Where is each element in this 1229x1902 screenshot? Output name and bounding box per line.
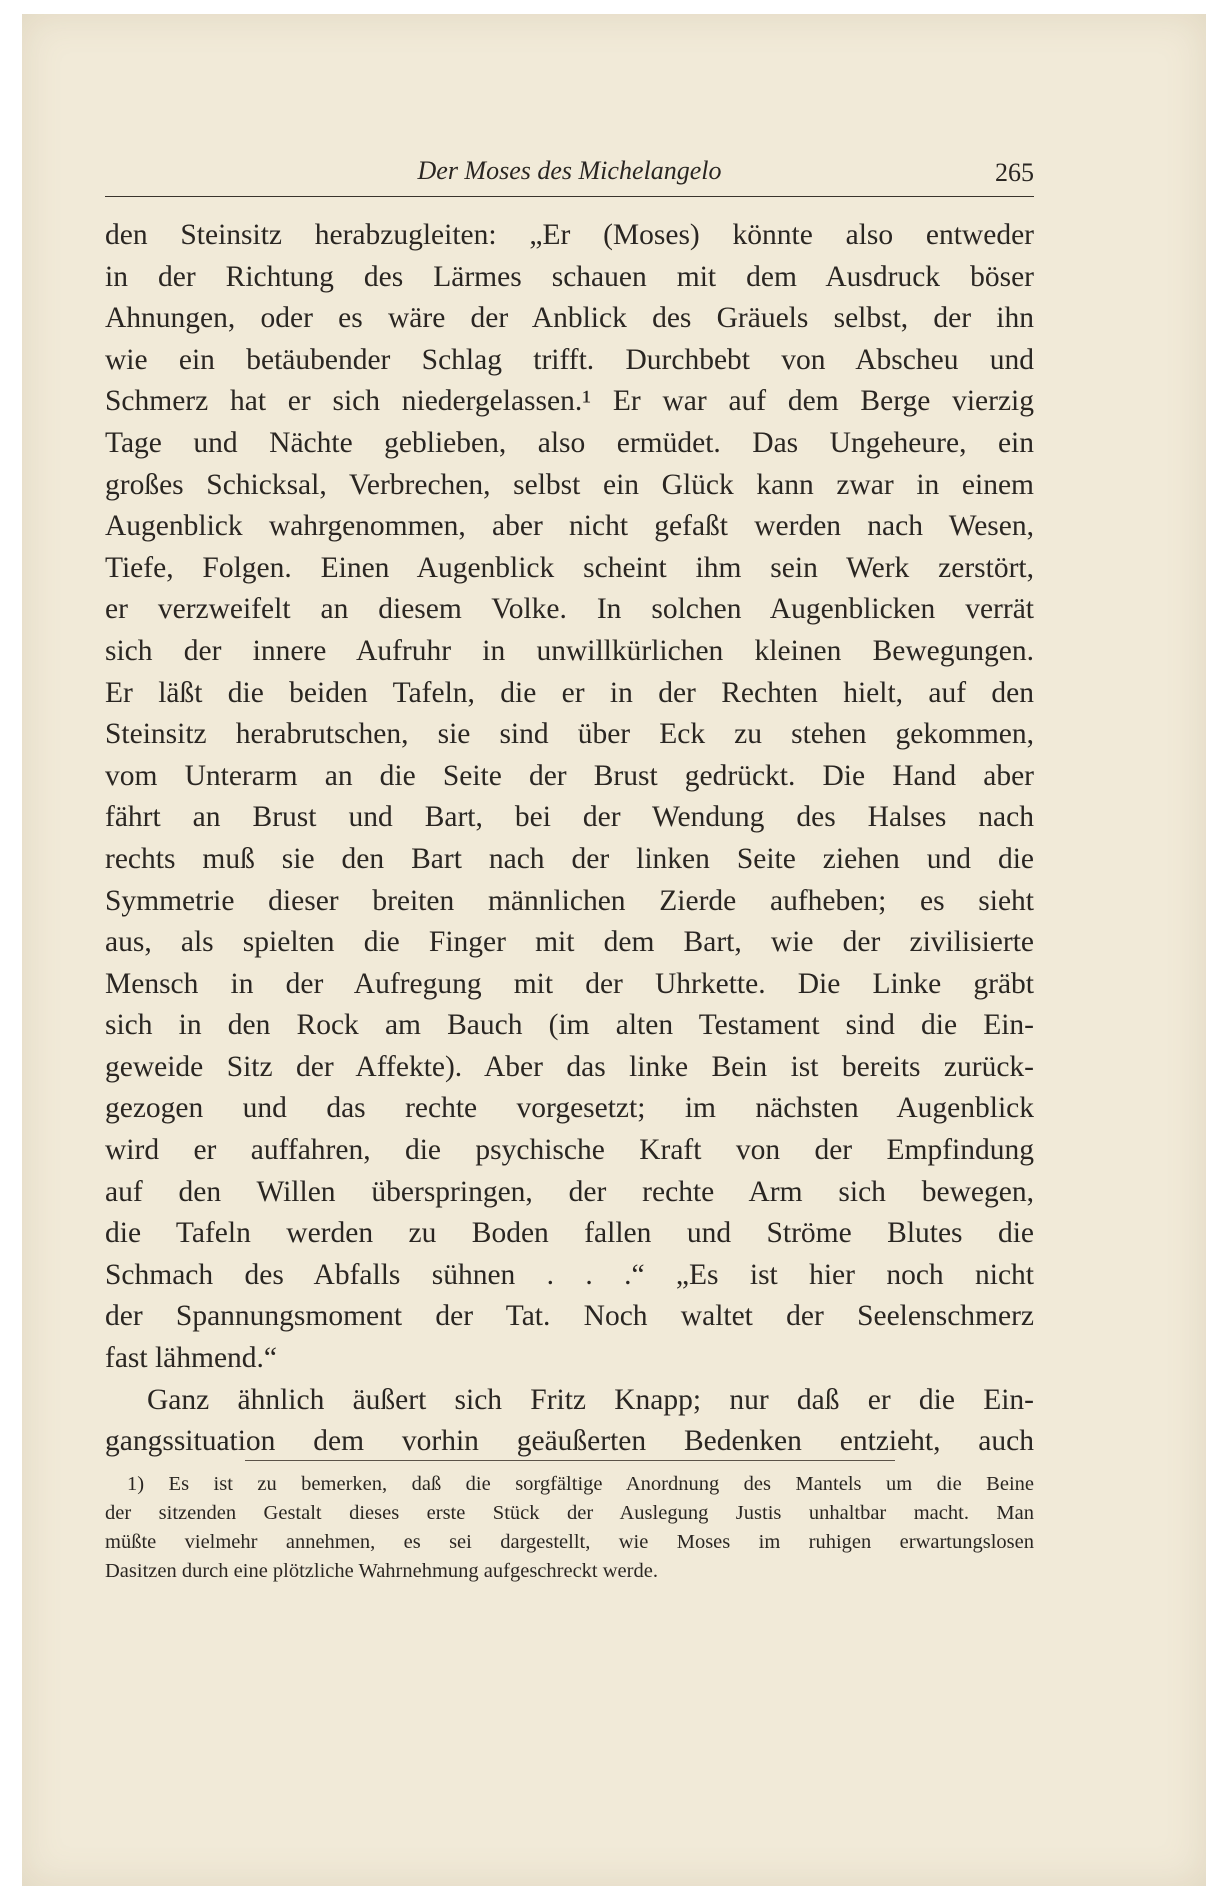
- text-line: Er läßt die beiden Tafeln, die er in der Rechten hielt, auf den: [105, 676, 1034, 709]
- footnote-line: Dasitzen durch eine plötzliche Wahrnehmung aufgeschreckt werde.: [105, 1560, 658, 1582]
- footnote-rule: [245, 1460, 895, 1461]
- text-line: Tage und Nächte geblieben, also ermüdet. Das Ungeheure, ein: [105, 426, 1034, 459]
- text-line: in der Richtung des Lärmes schauen mit dem Ausdruck böser: [105, 260, 1034, 293]
- body-text: [105, 215, 1034, 1463]
- text-line: Augenblick wahrgenommen, aber nicht gefaßt werden nach Wesen,: [105, 510, 1034, 543]
- text-line: fast lähmend.“: [105, 1342, 278, 1375]
- text-line: Schmerz hat er sich niedergelassen.¹ Er war auf dem Berge vierzig: [105, 385, 1034, 418]
- text-line: rechts muß sie den Bart nach der linken Seite ziehen und die: [105, 842, 1034, 875]
- footnote-line: müßte vielmehr annehmen, es sei dargestellt, wie Moses im ruhigen erwartungslosen: [105, 1531, 1034, 1553]
- text-line: Ahnungen, oder es wäre der Anblick des Gräuels selbst, der ihn: [105, 302, 1034, 335]
- running-header: [105, 152, 1034, 196]
- text-line: Mensch in der Aufregung mit der Uhrkette. Die Linke gräbt: [105, 967, 1034, 1000]
- text-line: wird er auffahren, die psychische Kraft von der Empfindung: [105, 1134, 1034, 1167]
- text-line: sich in den Rock am Bauch (im alten Testament sind die Ein-: [105, 1009, 1034, 1042]
- footnote-line: der sitzenden Gestalt dieses erste Stück der Auslegung Justis unhaltbar macht. Man: [105, 1502, 1034, 1524]
- text-line: aus, als spielten die Finger mit dem Bart, wie der zivilisierte: [105, 926, 1034, 959]
- footnote-line: 1) Es ist zu bemerken, daß die sorgfältige Anordnung des Mantels um die Beine: [127, 1473, 1034, 1495]
- footnotes: [105, 1470, 1034, 1586]
- text-line: Steinsitz herabrutschen, sie sind über Eck zu stehen gekommen,: [105, 718, 1034, 751]
- text-line: großes Schicksal, Verbrechen, selbst ein Glück kann zwar in einem: [105, 468, 1034, 501]
- page-number: 265: [995, 158, 1034, 187]
- text-line: fährt an Brust und Bart, bei der Wendung des Halses nach: [105, 801, 1034, 834]
- text-line: gezogen und das rechte vorgesetzt; im nächsten Augenblick: [105, 1092, 1034, 1125]
- text-line: Ganz ähnlich äußert sich Fritz Knapp; nur daß er die Ein-: [147, 1383, 1034, 1416]
- text-line: geweide Sitz der Affekte). Aber das linke Bein ist bereits zurück-: [105, 1050, 1034, 1083]
- text-line: auf den Willen überspringen, der rechte Arm sich bewegen,: [105, 1175, 1034, 1208]
- text-line: Schmach des Abfalls sühnen . . .“ „Es ist hier noch nicht: [105, 1258, 1034, 1291]
- text-line: er verzweifelt an diesem Volke. In solchen Augenblicken verrät: [105, 593, 1034, 626]
- header-rule: [105, 196, 1034, 197]
- text-line: wie ein betäubender Schlag trifft. Durchbebt von Abscheu und: [105, 343, 1034, 376]
- text-line: Symmetrie dieser breiten männlichen Zierde aufheben; es sieht: [105, 884, 1034, 917]
- text-line: den Steinsitz herabzugleiten: „Er (Moses) könnte also entweder: [105, 219, 1034, 251]
- text-line: vom Unterarm an die Seite der Brust gedrückt. Die Hand aber: [105, 759, 1034, 792]
- text-line: gangssituation dem vorhin geäußerten Bedenken entzieht, auch: [105, 1425, 1034, 1458]
- text-line: die Tafeln werden zu Boden fallen und Ströme Blutes die: [105, 1217, 1034, 1250]
- text-line: sich der innere Aufruhr in unwillkürlichen kleinen Bewegungen.: [105, 634, 1034, 667]
- text-line: Tiefe, Folgen. Einen Augenblick scheint ihm sein Werk zerstört,: [105, 551, 1034, 584]
- text-line: der Spannungsmoment der Tat. Noch waltet der Seelenschmerz: [105, 1300, 1034, 1333]
- running-title: Der Moses des Michelangelo: [417, 156, 722, 185]
